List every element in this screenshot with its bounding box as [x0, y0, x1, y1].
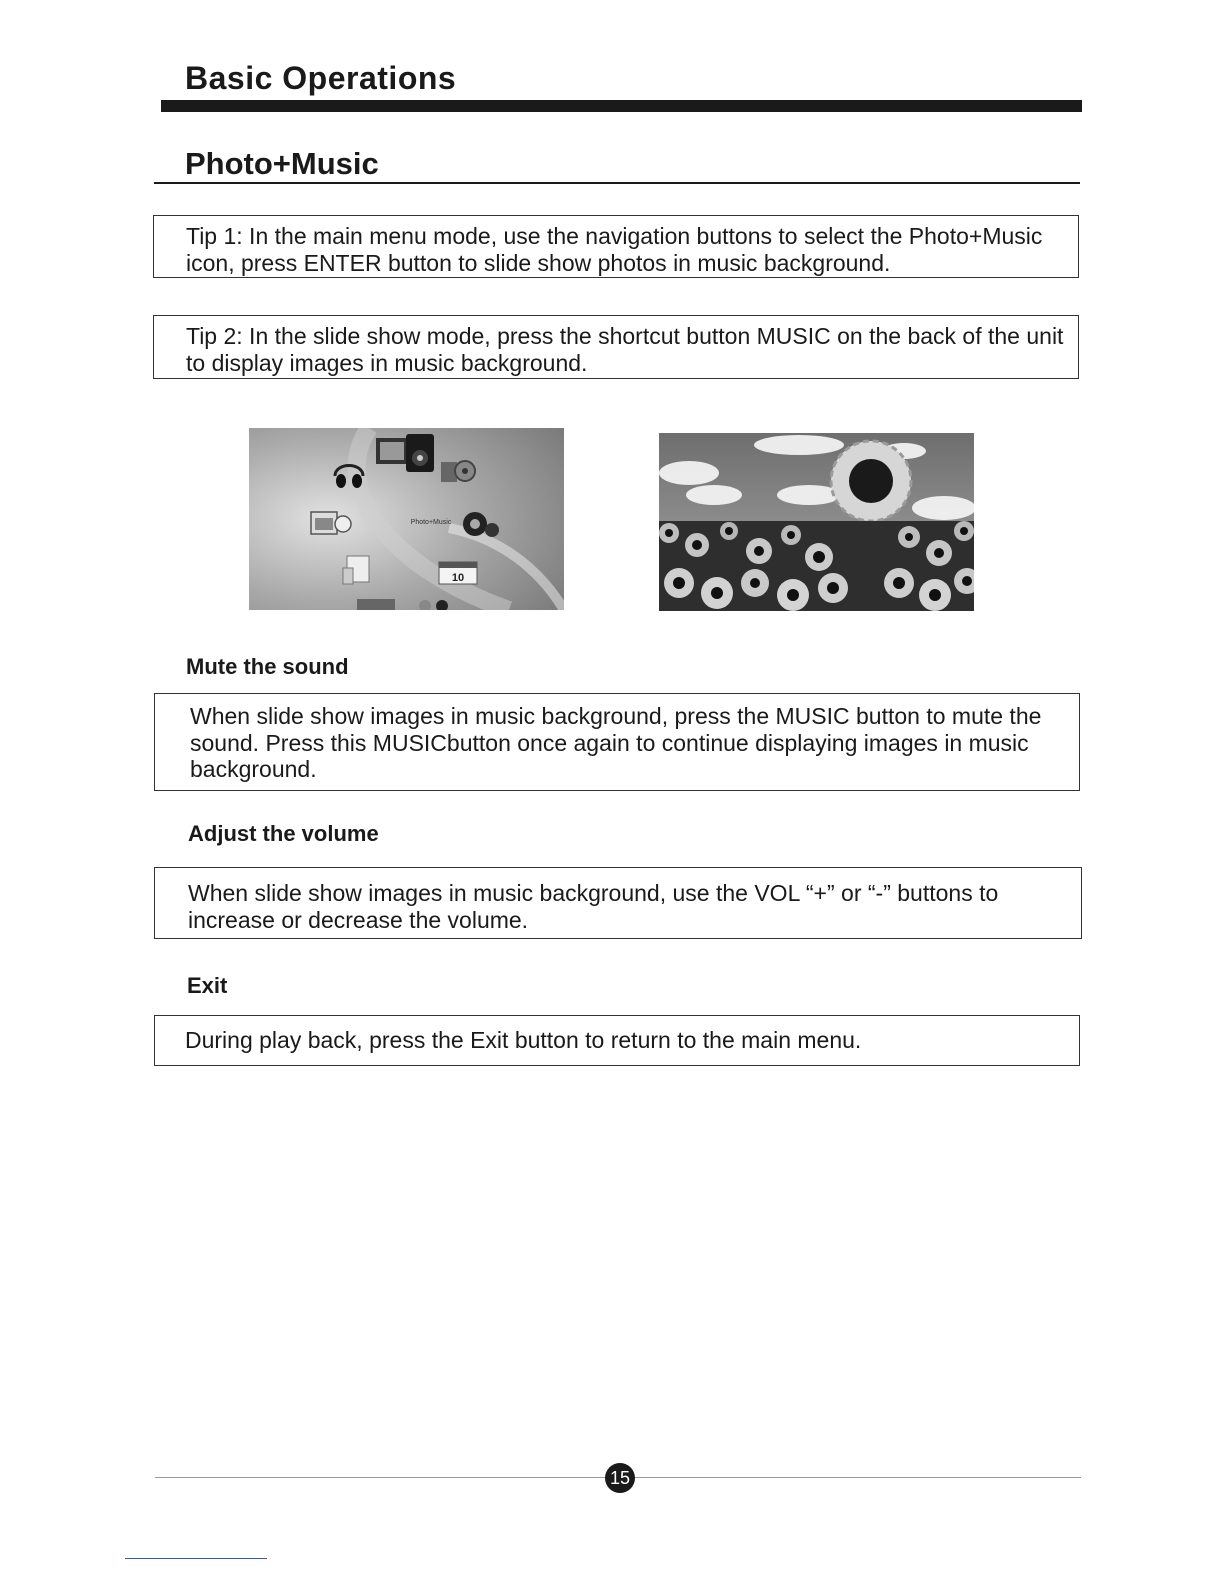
page-number: 15	[605, 1463, 635, 1493]
exit-box	[154, 1015, 1080, 1066]
slideshow-screenshot	[659, 433, 974, 611]
movie-icon	[441, 461, 475, 482]
volume-heading: Adjust the volume	[188, 821, 379, 846]
section-title-rule	[161, 100, 1082, 112]
main-menu-screenshot	[249, 428, 564, 610]
calendar-icon	[439, 562, 477, 584]
mute-heading: Mute the sound	[186, 654, 349, 679]
volume-text: When slide show images in music background, use the VOL “+” or “-” buttons to increase or decrease the volume.	[188, 880, 999, 933]
page-title: Photo+Music	[185, 146, 379, 181]
menu-selected-label: Photo+Music	[410, 519, 452, 526]
tip-2-text: Tip 2: In the slide show mode, press the shortcut button MUSIC on the back of the unit to display images in music background.	[186, 323, 1064, 376]
tip-1-box	[153, 215, 1079, 278]
volume-box	[154, 867, 1082, 939]
footer-rule-left	[155, 1477, 605, 1478]
mute-box	[154, 693, 1080, 791]
calendar-day: 10	[451, 572, 465, 584]
footer-rule-right	[635, 1477, 1081, 1478]
exit-heading: Exit	[187, 973, 228, 998]
bottom-link-line	[125, 1558, 267, 1559]
page-title-rule	[154, 182, 1080, 184]
section-title: Basic Operations	[185, 60, 457, 96]
file-icon	[343, 556, 369, 584]
mute-text: When slide show images in music background, press the MUSIC button to mute the sound. Press this MUSICbutton once again to continue displaying images in music background.	[190, 703, 1042, 782]
exit-text: During play back, press the Exit button to return to the main menu.	[185, 1027, 862, 1053]
tip-2-box	[153, 315, 1079, 379]
tip-1-text: Tip 1: In the main menu mode, use the navigation buttons to select the Photo+Music icon, press ENTER button to slide show photos in music background.	[186, 223, 1043, 276]
